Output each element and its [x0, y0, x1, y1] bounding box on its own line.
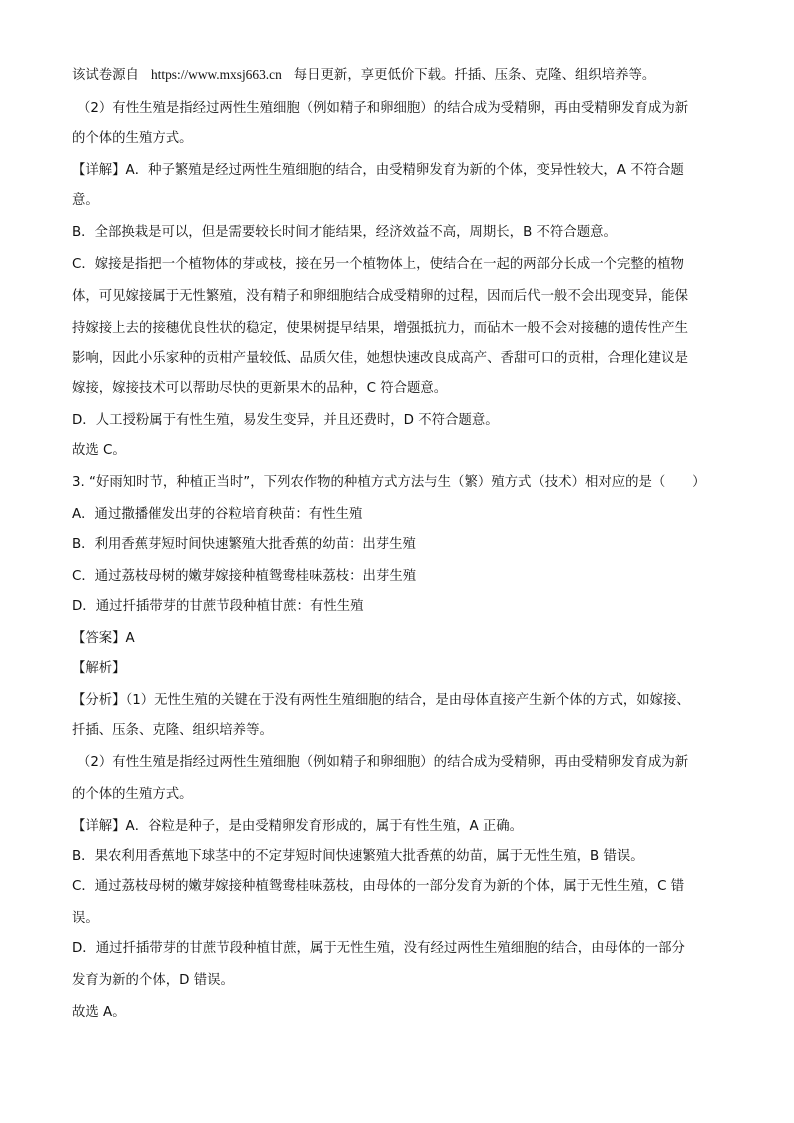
option-a: A．通过撒播催发出芽的谷粒培育秧苗：有性生殖 [72, 507, 363, 522]
option-c: C．通过荔枝母树的嫩芽嫁接种植鸳鸯桂味荔枝：出芽生殖 [72, 569, 417, 584]
text-line: 【分析】（1）无性生殖的关键在于没有两性生殖细胞的结合，是由母体直接产生新个体的方式，如嫁接、 [72, 693, 690, 708]
text-line: 的个体的生殖方式。 [72, 131, 193, 146]
text-line: 影响，因此小乐家种的贡柑产量较低、品质欠佳，她想快速改良成高产、香甜可口的贡柑，合理化建议是 [72, 351, 688, 366]
text-line: 的个体的生殖方式。 [72, 787, 193, 802]
text-line: D．人工授粉属于有性生殖，易发生变异，并且还费时，D 不符合题意。 [72, 413, 499, 428]
answer-line: 【答案】A [72, 631, 135, 646]
text-line: 体，可见嫁接属于无性繁殖，没有精子和卵细胞结合成受精卵的过程，因而后代一般不会出现变异，能保 [72, 289, 688, 304]
text-line: 意。 [72, 193, 99, 208]
text-line: C．嫁接是指把一个植物体的芽或枝，接在另一个植物体上，使结合在一起的两部分长成一个完整的植物 [72, 257, 684, 272]
text-line: B．全部换栽是可以，但是需要较长时间才能结果，经济效益不高，周期长，B 不符合题意。 [72, 225, 617, 240]
text-line: （2）有性生殖是指经过两性生殖细胞（例如精子和卵细胞）的结合成为受精卵，再由受精卵发育成为新 [77, 755, 689, 770]
option-d: D．通过扦插带芽的甘蔗节段种植甘蔗：有性生殖 [72, 599, 364, 614]
text-line: B．果农利用香蕉地下球茎中的不定芽短时间快速繁殖大批香蕉的幼苗，属于无性生殖，B 错误。 [72, 849, 644, 864]
source-url: https://www.mxsj663.cn [150, 67, 282, 82]
text-line: 故选 C。 [72, 443, 126, 458]
text-line: （2）有性生殖是指经过两性生殖细胞（例如精子和卵细胞）的结合成为受精卵，再由受精卵发育成为新 [77, 101, 689, 116]
text-line: 【详解】A．种子繁殖是经过两性生殖细胞的结合，由受精卵发育为新的个体，变异性较大，A 不符合题 [72, 163, 684, 178]
question-stem: 3. “好雨知时节，种植正当时”，下列农作物的种植方式方法与生（繁）殖方式（技术）相对应的是（ ） [72, 475, 706, 490]
analysis-heading: 【解析】 [72, 661, 126, 676]
header-suffix: 每日更新，享更低价下载。扦插、压条、克隆、组织培养等。 [293, 68, 656, 83]
text-line: 发育为新的个体，D 错误。 [72, 973, 234, 988]
option-b: B．利用香蕉芽短时间快速繁殖大批香蕉的幼苗：出芽生殖 [72, 537, 416, 552]
text-line: C．通过荔枝母树的嫩芽嫁接种植鸳鸯桂味荔枝，由母体的一部分发育为新的个体，属于无性生殖，C 错 [72, 879, 685, 894]
text-line: 嫁接，嫁接技术可以帮助尽快的更新果木的品种，C 符合题意。 [72, 381, 448, 396]
text-line: D．通过扦插带芽的甘蔗节段种植甘蔗，属于无性生殖，没有经过两性生殖细胞的结合，由母体的一部分 [72, 941, 685, 956]
text-line: 扦插、压条、克隆、组织培养等。 [72, 723, 273, 738]
text-line: 误。 [72, 911, 99, 926]
text-line: 【详解】A．谷粒是种子，是由受精卵发育形成的，属于有性生殖，A 正确。 [72, 819, 524, 834]
text-line: 持嫁接上去的接穗优良性状的稳定，使果树提早结果，增强抵抗力，而砧木一般不会对接穗的遗传性产生 [72, 321, 688, 336]
header-line [72, 66, 722, 85]
text-line: 故选 A。 [72, 1005, 126, 1020]
header-prefix: 该试卷源自 [72, 68, 139, 83]
